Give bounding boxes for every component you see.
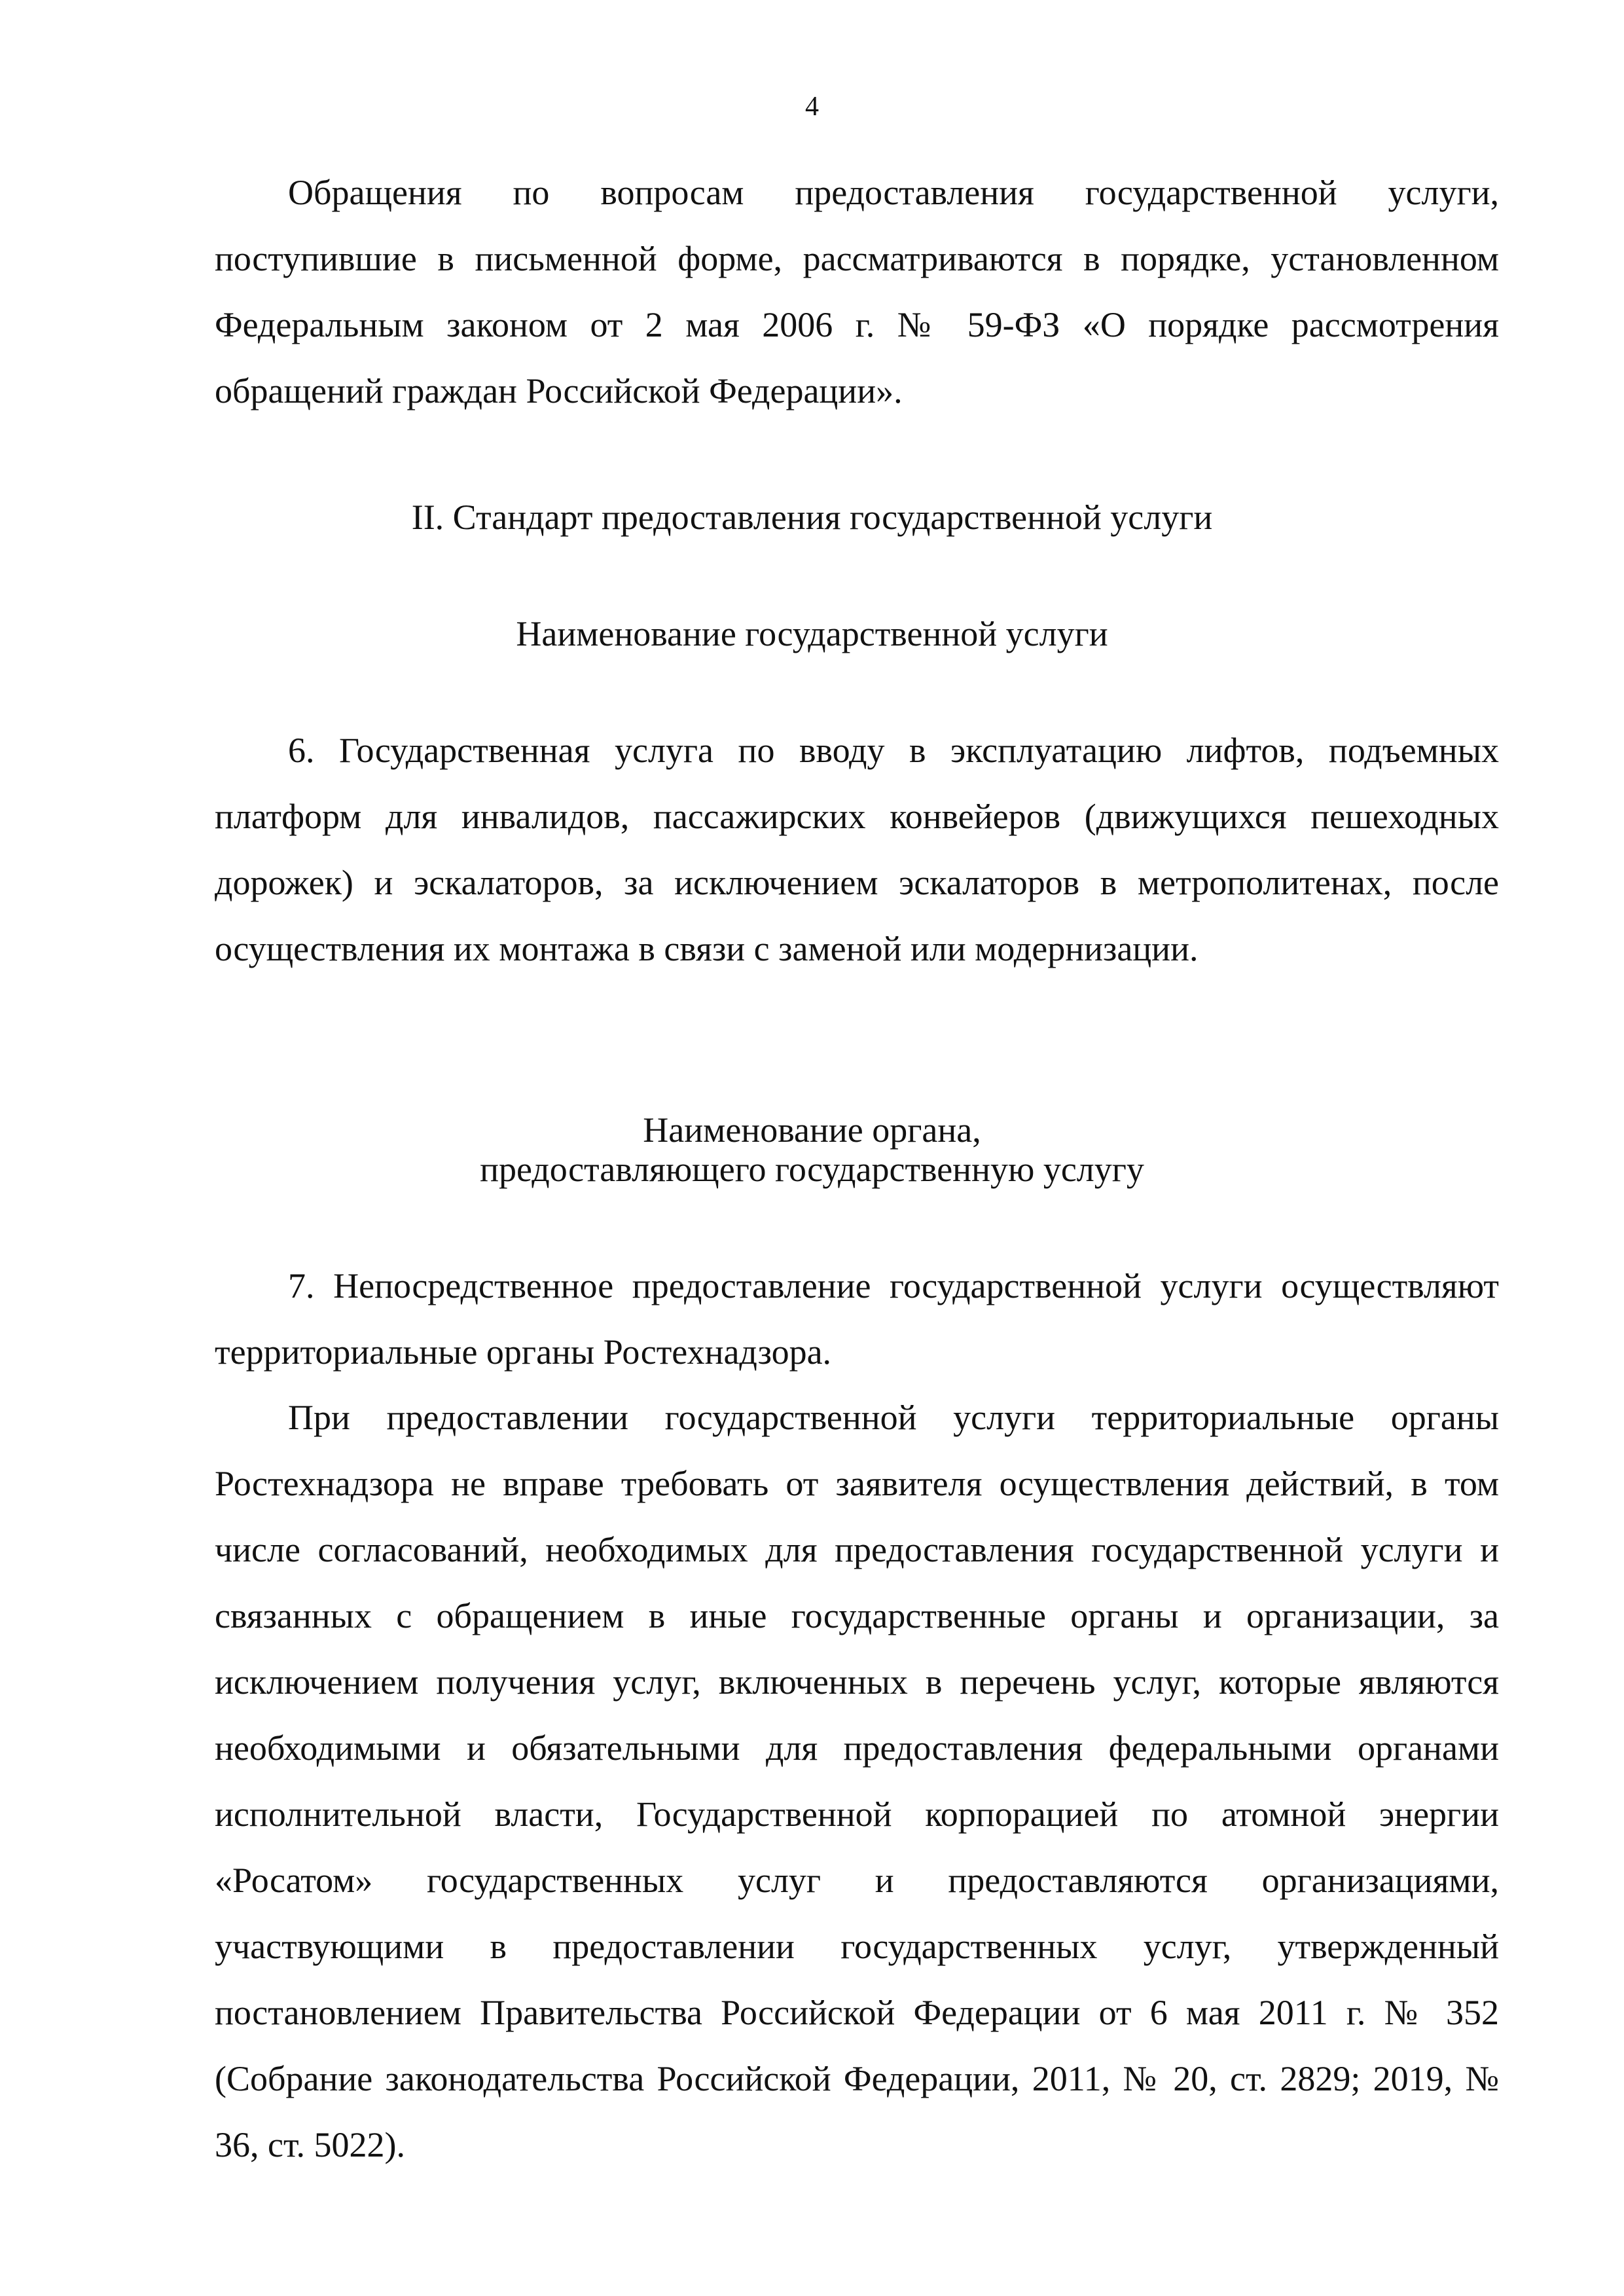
section-heading: II. Стандарт предоставления государственной услуги <box>411 498 1213 537</box>
subheading-authority-line-2: предоставляющего государственную услугу <box>480 1150 1144 1189</box>
page-number: 4 <box>805 92 819 122</box>
paragraph-appeals: Обращения по вопросам предоставления государственной услуги, поступившие в письменной форме, рассматриваются в порядке, установленном Федеральным законом от 2 мая 2006 г. № 59-ФЗ «О порядке рассмотрения обращений граждан Российской Федерации». <box>215 173 1499 410</box>
subheading-authority <box>0 1110 1624 1189</box>
subheading-authority-line-1: Наименование органа, <box>643 1110 981 1150</box>
paragraph-7-continued: При предоставлении государственной услуги территориальные органы Ростехнадзора не вправе требовать от заявителя осуществления действий, в том числе согласований, необходимых для предоставления государственной услуги и связанных с обращением в иные государственные органы и организации, за исключением получения услуг, включенных в перечень услуг, которые являются необходимыми и обязательными для предоставления федеральными органами исполнительной власти, Государственной корпорацией по атомной энергии «Росатом» государственных услуг и предоставляются организациями, участвующими в предоставлении государственных услуг, утвержденный постановлением Правительства Российской Федерации от 6 мая 2011 г. № 352 (Собрание законодательства Российской Федерации, 2011, № 20, ст. 2829; 2019, № 36, ст. 5022). <box>215 1398 1499 2164</box>
paragraph-7: 7. Непосредственное предоставление государственной услуги осуществляют территориальные органы Ростехнадзора. <box>215 1266 1499 1372</box>
paragraph-6: 6. Государственная услуга по вводу в эксплуатацию лифтов, подъемных платформ для инвалидов, пассажирских конвейеров (движущихся пешеходных дорожек) и эскалаторов, за исключением эскалаторов в метрополитенах, после осуществления их монтажа в связи с заменой или модернизации. <box>215 731 1499 968</box>
subheading-service-name: Наименование государственной услуги <box>516 614 1108 653</box>
